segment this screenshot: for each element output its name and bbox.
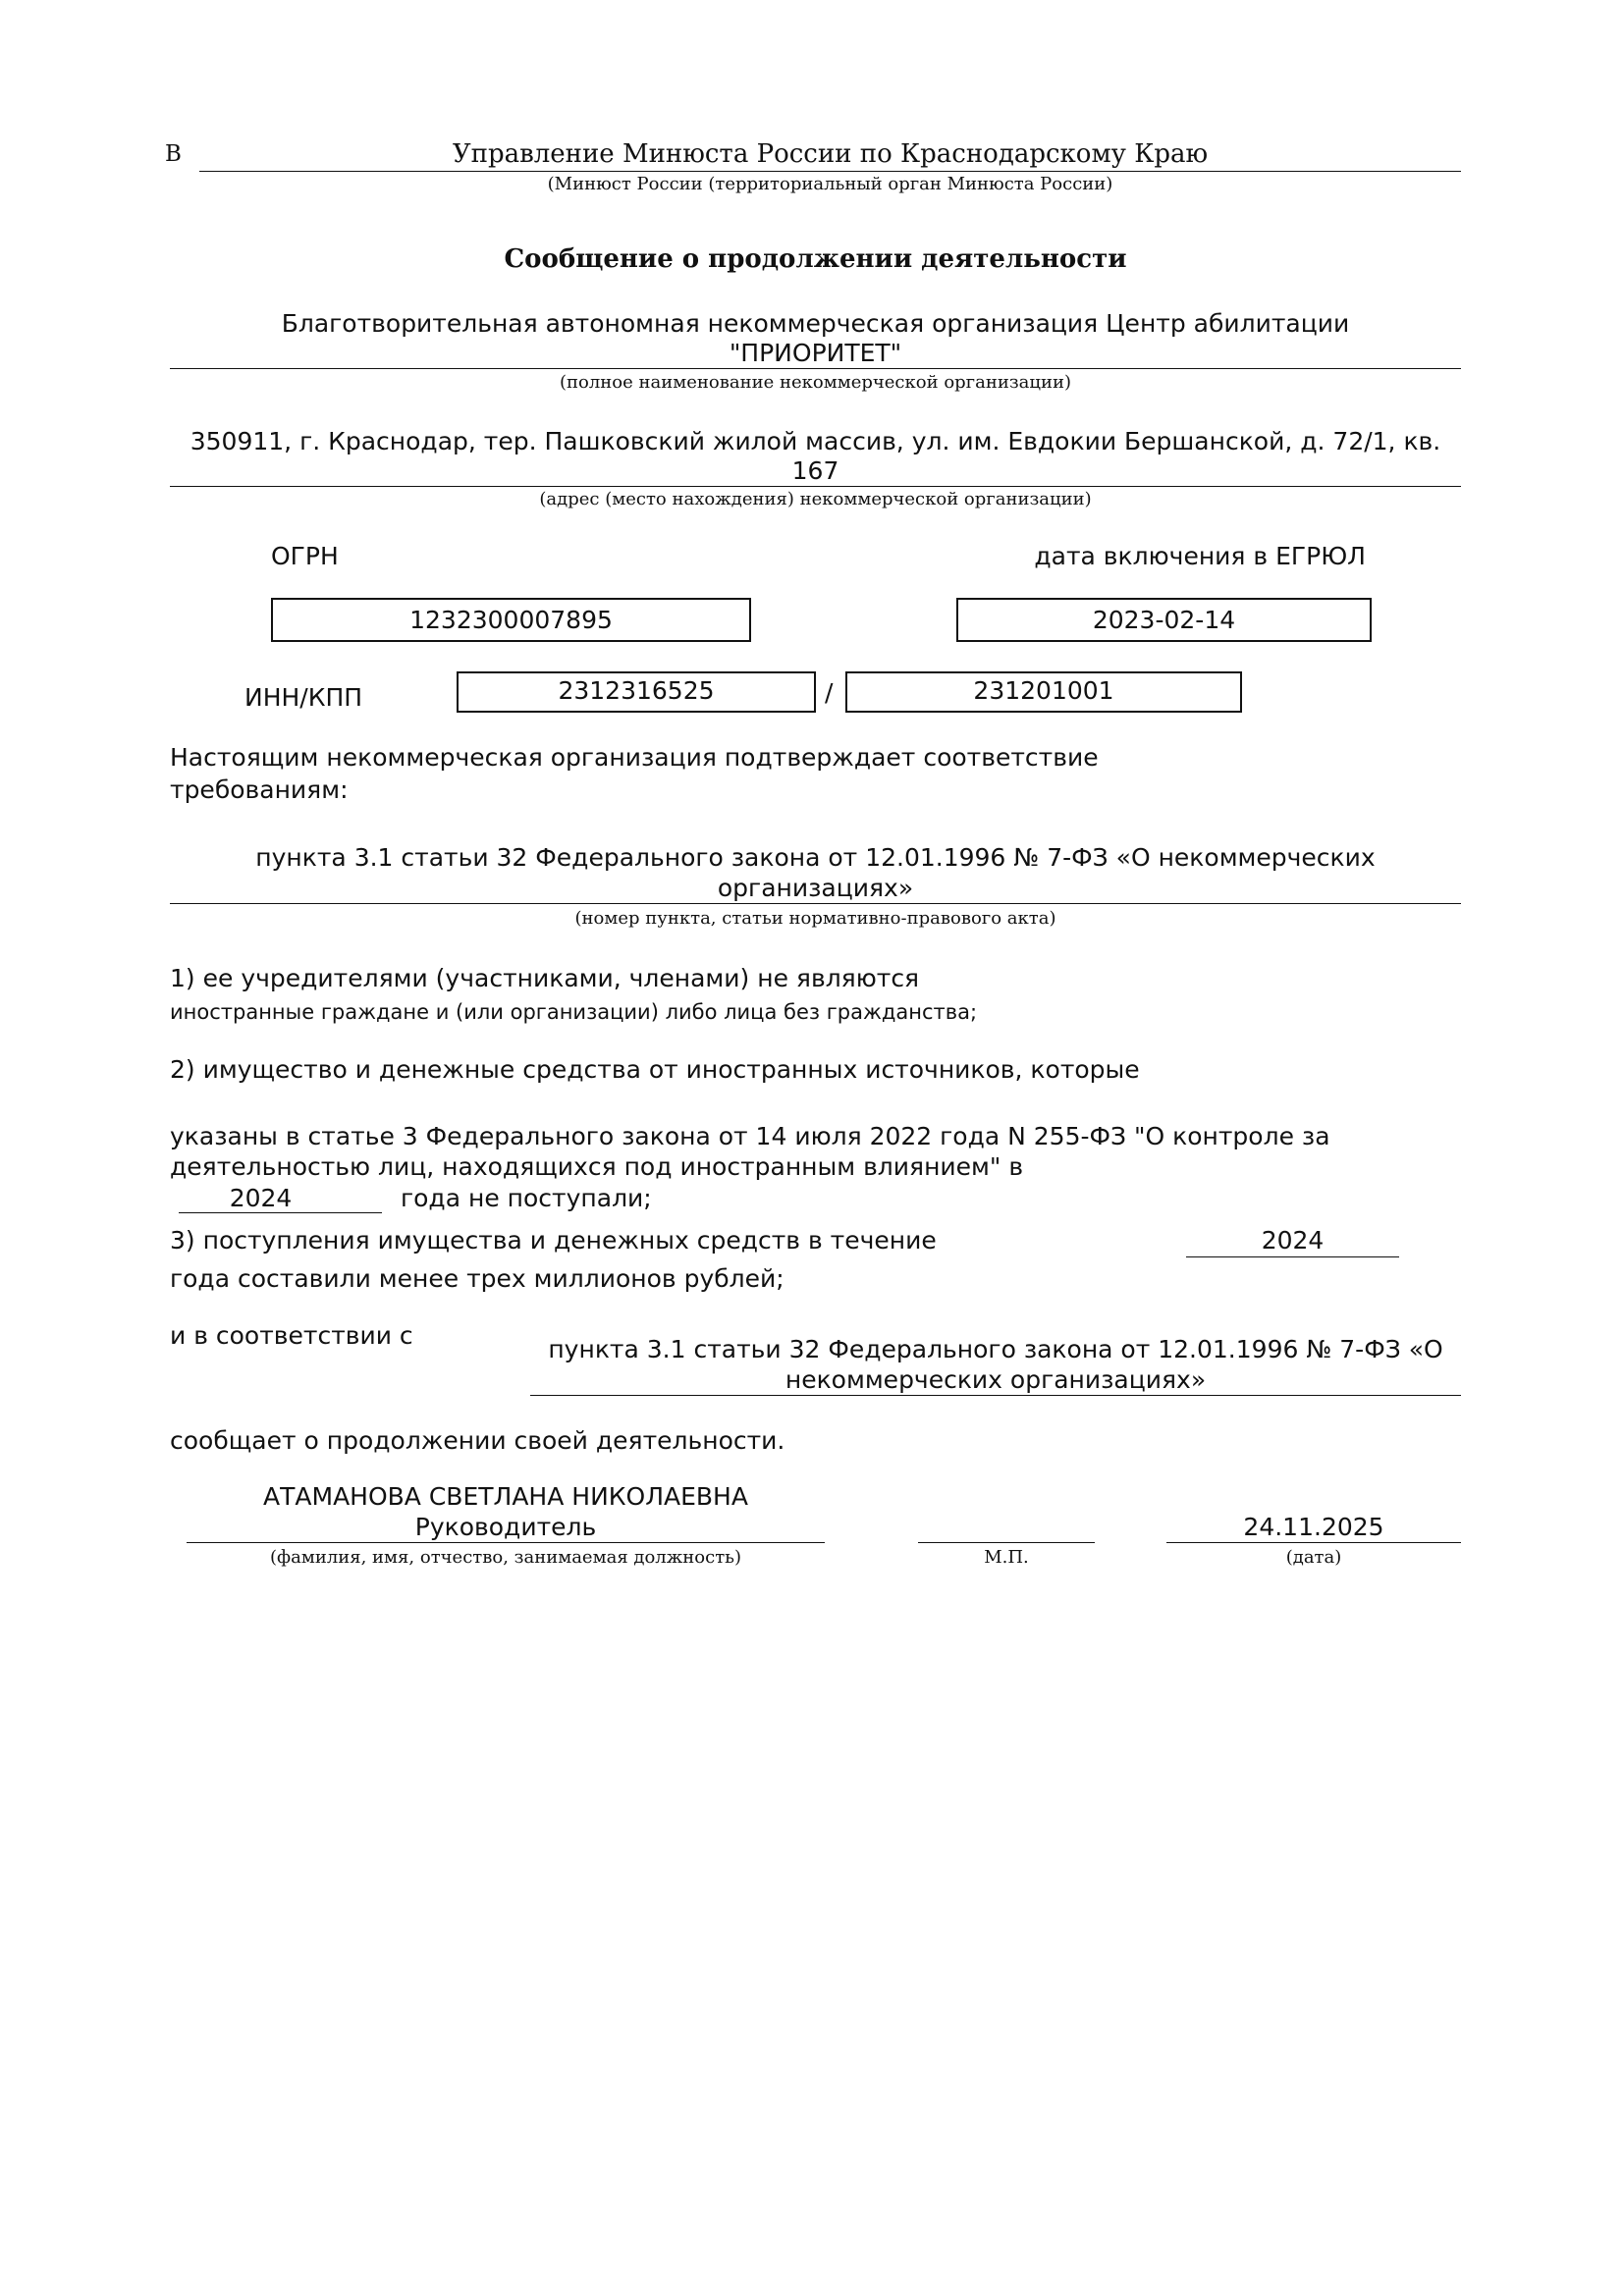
kpp-field: 231201001 [845,671,1242,713]
item1-line1: 1) ее учредителями (участниками, членами) не являются [170,964,920,992]
law-line1: пункта 3.1 статьи 32 Федерального закона от 12.01.1996 № 7-ФЗ «О некоммерческих [255,843,1376,872]
address-caption: (адрес (место нахождения) некоммерческой организации) [539,489,1092,509]
egrul-date-label: дата включения в ЕГРЮЛ [1034,542,1366,570]
ogrn-label: ОГРН [271,542,339,570]
egrul-date-field: 2023-02-14 [956,598,1372,642]
item3-line1: 3) поступления имущества и денежных средств в течение [170,1226,937,1255]
item2-line2: указаны в статье 3 Федерального закона от 14 июля 2022 года N 255-ФЗ "О контроле за [170,1122,1330,1150]
accordance-line1: пункта 3.1 статьи 32 Федерального закона от 12.01.1996 № 7-ФЗ «О [548,1335,1443,1363]
item2-year: 2024 [229,1184,293,1212]
recipient-underline [199,171,1461,172]
address-line2: 167 [791,456,839,485]
accordance-underline [530,1395,1461,1396]
accordance-line2: некоммерческих организациях» [784,1365,1207,1394]
org-name-line1: Благотворительная автономная некоммерческая организация Центр абилитации [281,309,1350,338]
stamp-underline [918,1542,1095,1543]
page-title: Сообщение о продолжении деятельности [504,244,1127,274]
item2-year-underline [179,1212,382,1213]
signer-name: АТАМАНОВА СВЕТЛАНА НИКОЛАЕВНА [263,1482,748,1511]
law-line2: организациях» [717,874,914,902]
org-name-line2: "ПРИОРИТЕТ" [729,339,902,367]
date-caption: (дата) [1285,1547,1342,1568]
address-line1: 350911, г. Краснодар, тер. Пашковский жилой массив, ул. им. Евдокии Бершанской, д. 72/1, кв. [189,427,1441,455]
inn-kpp-separator: / [825,678,834,707]
inn-kpp-label: ИНН/КПП [244,683,363,712]
address-underline [170,486,1461,487]
ogrn-field: 1232300007895 [271,598,751,642]
org-name-underline [170,368,1461,369]
confirm-line1: Настоящим некоммерческая организация подтверждает соответствие [170,743,1099,772]
org-name-caption: (полное наименование некоммерческой организации) [560,372,1071,393]
recipient: Управление Минюста России по Краснодарскому Краю [452,139,1209,169]
date-underline [1166,1542,1461,1543]
signature-date: 24.11.2025 [1243,1513,1384,1541]
item2-line3: деятельностью лиц, находящихся под иностранным влиянием" в [170,1152,1024,1181]
signer-underline [187,1542,825,1543]
recipient-prefix: В [165,141,182,167]
item3-line2: года составили менее трех миллионов рублей; [170,1264,784,1293]
closing-text: сообщает о продолжении своей деятельности. [170,1426,785,1455]
stamp-caption: М.П. [984,1547,1029,1568]
item2-line1: 2) имущество и денежные средства от иностранных источников, которые [170,1055,1140,1084]
item3-year-underline [1186,1256,1399,1257]
signer-caption: (фамилия, имя, отчество, занимаемая должность) [269,1547,741,1568]
confirm-line2: требованиям: [170,775,349,804]
law-underline [170,903,1461,904]
recipient-caption: (Минюст России (территориальный орган Минюста России) [547,174,1113,194]
item2-suffix: года не поступали; [401,1184,652,1212]
inn-field: 2312316525 [457,671,816,713]
item3-year: 2024 [1261,1226,1325,1255]
item1-line2: иностранные граждане и (или организации) либо лица без гражданства; [170,1000,978,1024]
law-caption: (номер пункта, статьи нормативно-правового акта) [574,908,1056,929]
accordance-label: и в соответствии с [170,1321,413,1350]
signer-position: Руководитель [414,1513,597,1541]
